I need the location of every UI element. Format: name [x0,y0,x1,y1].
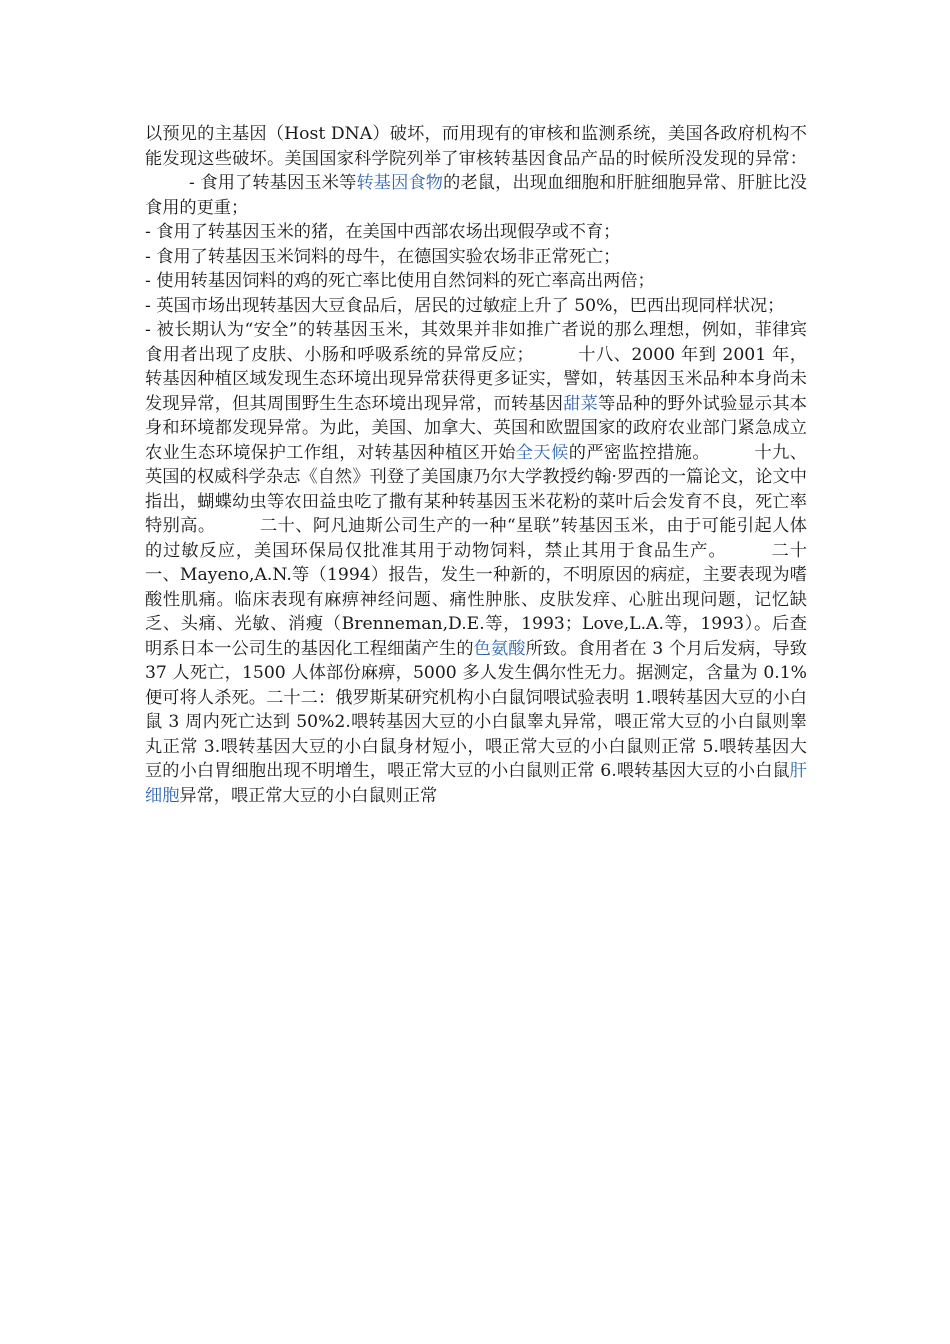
text-run: 二十、阿凡迪斯公司生产的一种“星联”转基因玉米，由于可能引起人体的过敏反应，美国环保局仅批准其用于动物饲料，禁止其用于食品生产。 [145,516,807,561]
paragraph: - 使用转基因饲料的鸡的死亡率比使用自然饲料的死亡率高出两倍； [145,271,655,291]
link-liver-cell[interactable]: 肝细胞 [145,761,807,806]
text-run: 十八、2000 年到 2001 年，转基因种植区域发现生态环境出现异常获得更多证实，譬如，转基因玉米品种本身尚未发现异常，但其周围野生生态环境出现异常，而转基因 [145,344,807,414]
text-run: 的老鼠，出现血细胞和肝脏细胞异常、肝脏比没食用的更重； [145,173,807,218]
link-tryptophan[interactable]: 色氨酸 [473,638,526,659]
text-run: 所致。食用者在 3 个月后发病，导致 37 人死亡，1500 人体部份麻痹，5000 多人发生偶尔性无力。据测定，含量为 0.1%便可将人杀死。二十二：俄罗斯某研究机构小白鼠饲喂试验表明 1.喂转基因大豆的小白鼠 3 周内死亡达到 50%2.喂转基因大豆的小白鼠睾丸异常，喂正常大豆的小白鼠则睾丸正常 3.喂转基因大豆的小白鼠身材短小，喂正常大豆的小白鼠则正常 5.喂转基因大豆的小白胃细胞出现不明增生，喂正常大豆的小白鼠则正常 6.喂转基因大豆的小白鼠 [145,638,807,781]
text-run: 二十一、Mayeno,A.N.等（1994）报告，发生一种新的，不明原因的病症，主要表现为嗜酸性肌痛。临床表现有麻痹神经问题、痛性肿胀、皮肤发痒、心脏出现问题，记忆缺乏、头痛、光敏、消瘦（Brenneman,D.E.等，1993；Love,L.A.等，1993）。后查明系日本一公司生的基因化工程细菌产生的 [145,540,807,659]
paragraph: - 食用了转基因玉米饲料的母牛，在德国实验农场非正常死亡； [145,246,621,267]
paragraph: - 食用了转基因玉米的猪，在美国中西部农场出现假孕或不育； [145,222,621,242]
text-run: 等品种的野外试验显示其本身和环境都发现异常。为此，美国、加拿大、英国和欧盟国家的政府农业部门紧急成立农业生态环境保护工作组，对转基因种植区开始 [145,393,807,463]
link-all-weather[interactable]: 全天候 [515,442,569,463]
paragraph: - 英国市场出现转基因大豆食品后，居民的过敏症上升了 50%，巴西出现同样状况； [145,295,785,316]
text-run: - 食用了转基因玉米等 [189,173,357,193]
text-run: - 被长期认为“安全”的转基因玉米，其效果并非如推广者说的那么理想，例如，菲律宾食用者出现了皮肤、小肠和呼吸系统的异常反应； [145,320,807,365]
text-run: 十九、英国的权威科学杂志《自然》刊登了美国康乃尔大学教授约翰·罗西的一篇论文，论文中指出，蝴蝶幼虫等农田益虫吃了撒有某种转基因玉米花粉的菜叶后会发育不良，死亡率特别高。 [145,442,807,536]
paragraph [145,122,807,220]
text-run: 以预见的主基因（Host DNA）破坏，而用现有的审核和监测系统，美国各政府机构不能发现这些破坏。美国国家科学院列举了审核转基因食品产品的时候所没发现的异常： [145,124,807,169]
document-body [145,122,807,808]
text-run: 的严密监控措施。 [568,442,710,463]
link-gm-food[interactable]: 转基因食物 [356,173,444,193]
paragraph [145,318,807,808]
text-run: 异常，喂正常大豆的小白鼠则正常 [179,785,438,806]
link-sugar-beet[interactable]: 甜菜 [563,393,599,414]
